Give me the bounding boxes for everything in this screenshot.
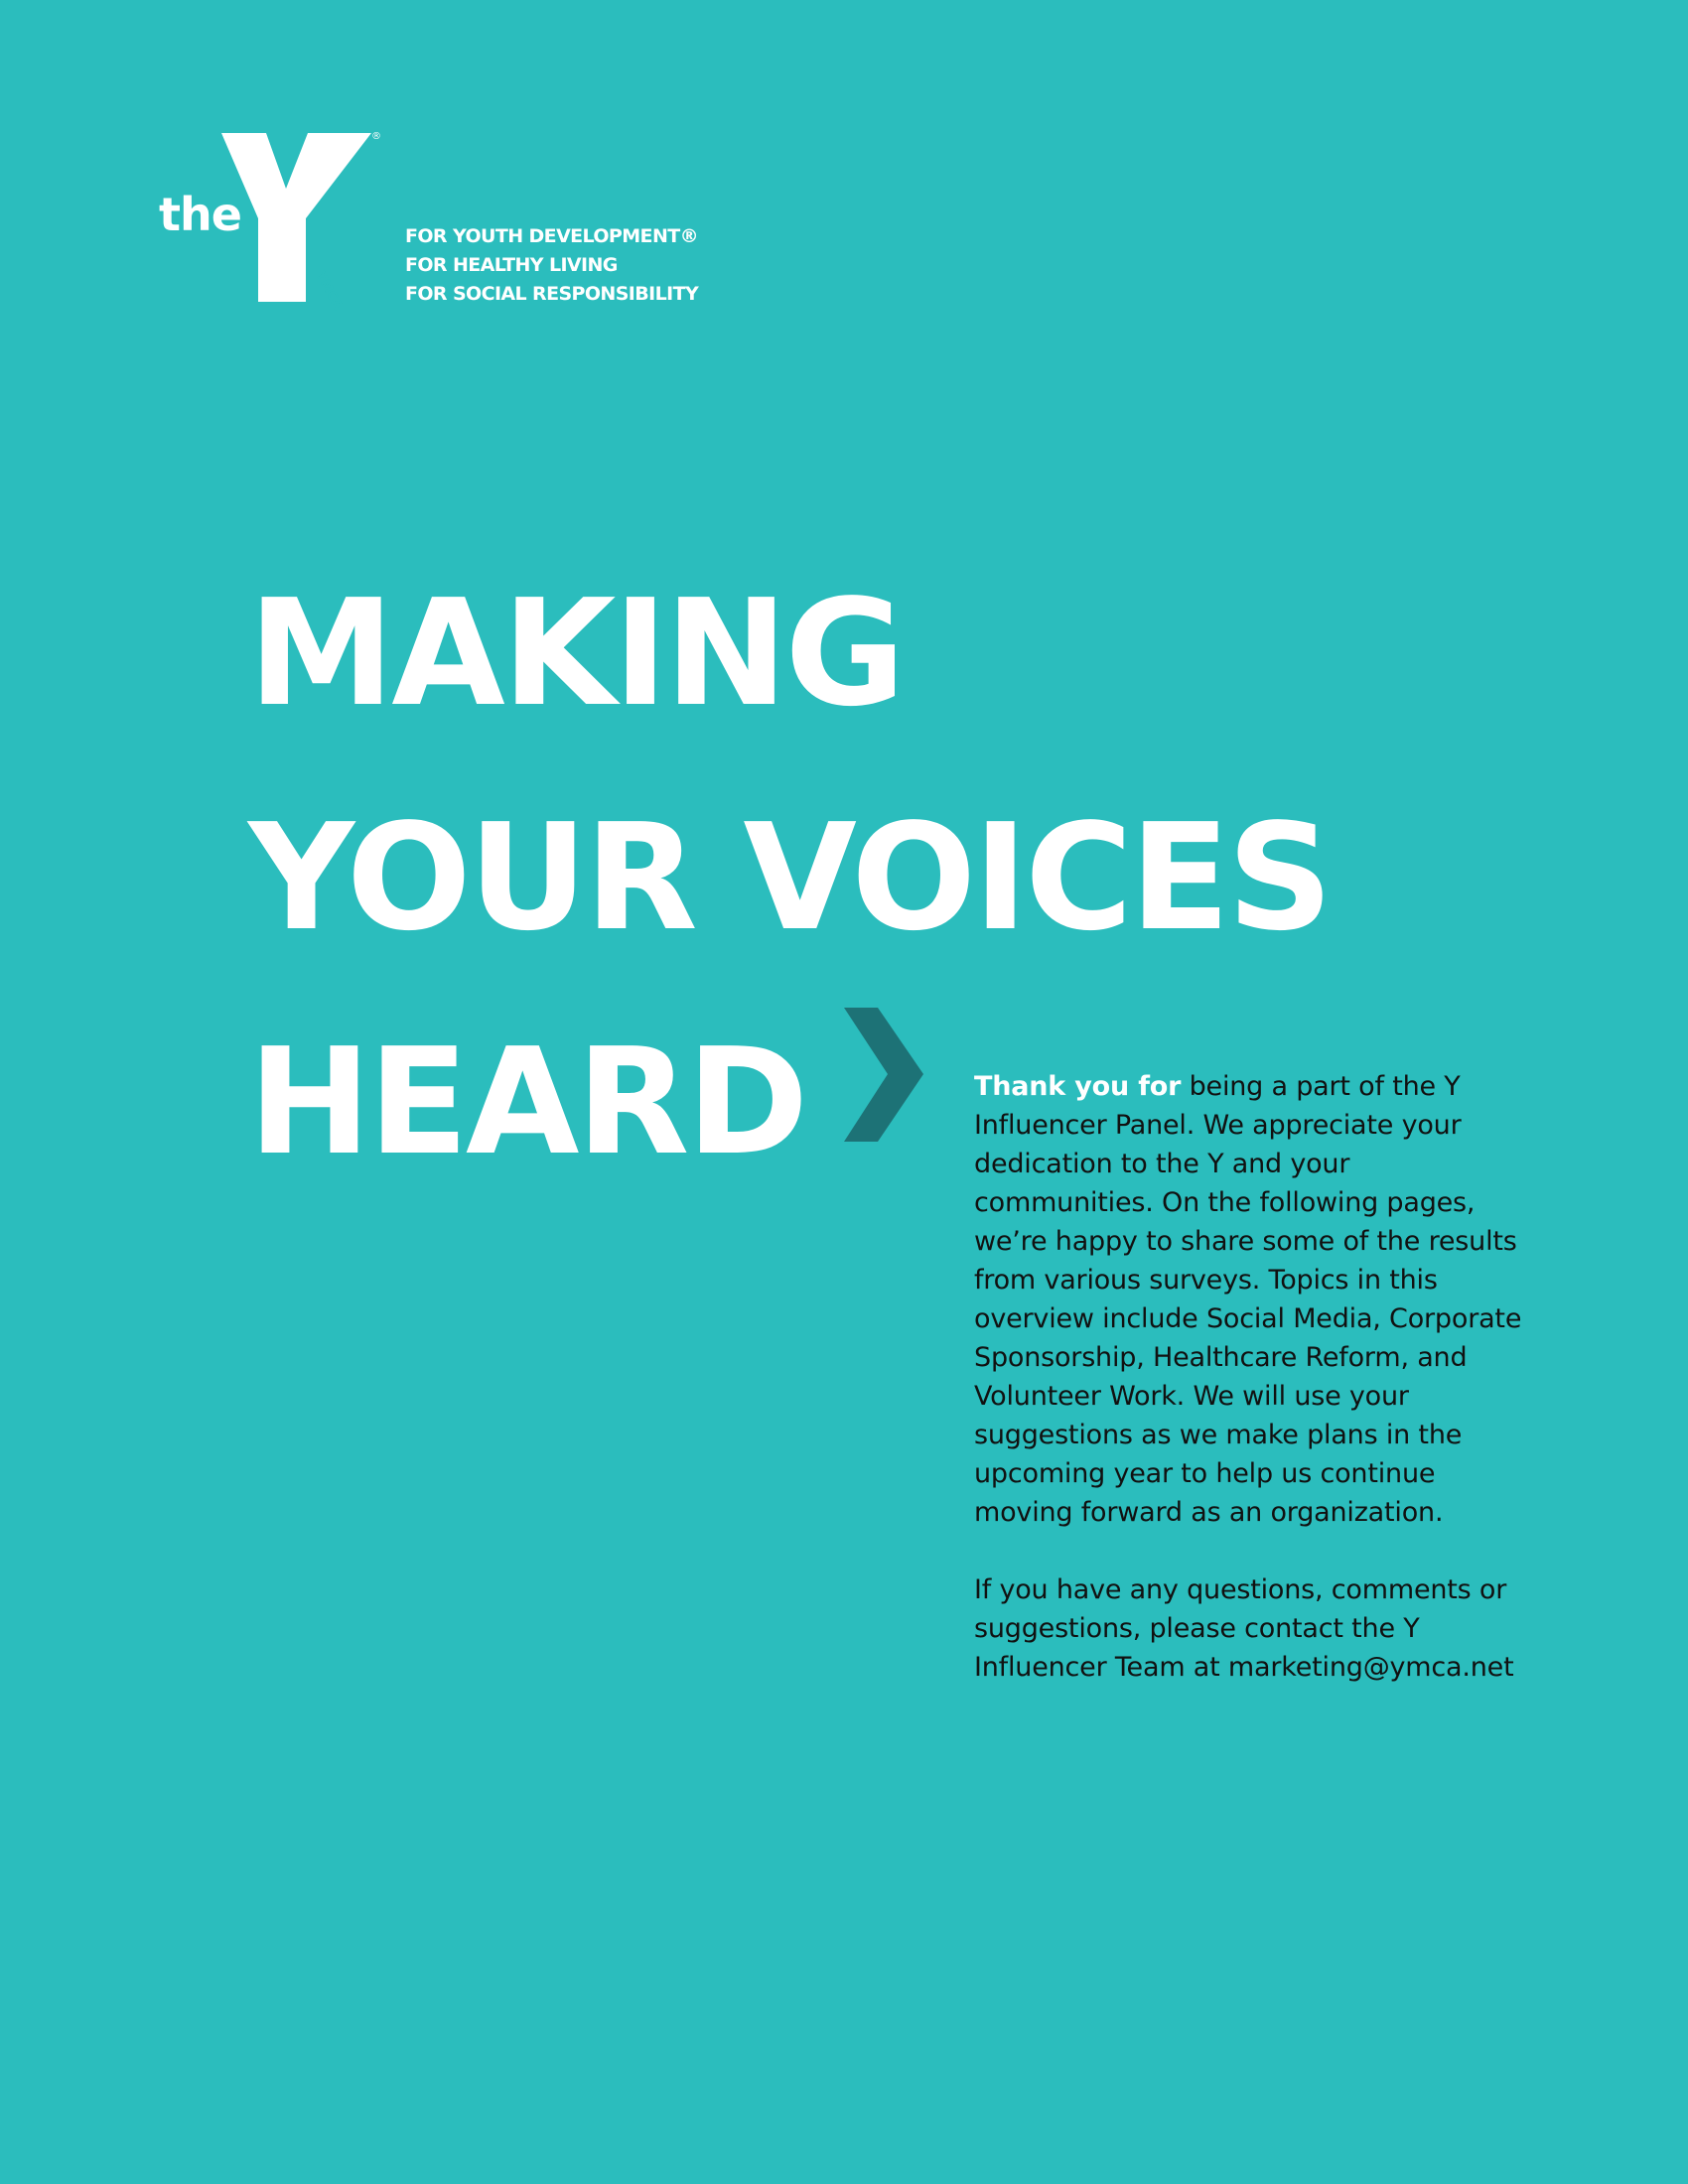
intro-paragraph-1-text: being a part of the Y Influencer Panel. We appreciate your dedication to the Y and your communities. On the following pages, we’re happy to share some of the results from various surveys. Topics in this overview include Social Media, Corporate Sponsorship, Healthcare Reform, and Volunteer Work. We will use your suggestions as we make plans in the upcoming year to help us continue moving forward as an organization. (974, 1071, 1522, 1528)
tagline-line-2: FOR HEALTHY LIVING (405, 254, 618, 276)
intro-lead-text: Thank you for (974, 1071, 1182, 1102)
headline-line-3: HEARD (248, 1017, 806, 1187)
intro-paragraph-1 (974, 1067, 1530, 1532)
logo-tagline (405, 222, 698, 309)
logo-registered-mark: ® (371, 131, 381, 142)
logo-vertical-ymca: YMCA (312, 268, 346, 313)
tagline-line-1: FOR YOUTH DEVELOPMENT® (405, 225, 699, 247)
logo-wordmark-the: the (159, 188, 241, 241)
tagline-line-3: FOR SOCIAL RESPONSIBILITY (405, 283, 699, 305)
intro-body-text (974, 1067, 1530, 1687)
headline-line-1: MAKING (248, 568, 903, 739)
ymca-logo (159, 125, 715, 314)
contact-paragraph: If you have any questions, comments or suggestions, please contact the Y Influencer Team at marketing@ymca.net (974, 1574, 1514, 1683)
chevron-right-icon (844, 1008, 923, 1142)
headline-line-2: YOUR VOICES (248, 792, 1331, 963)
